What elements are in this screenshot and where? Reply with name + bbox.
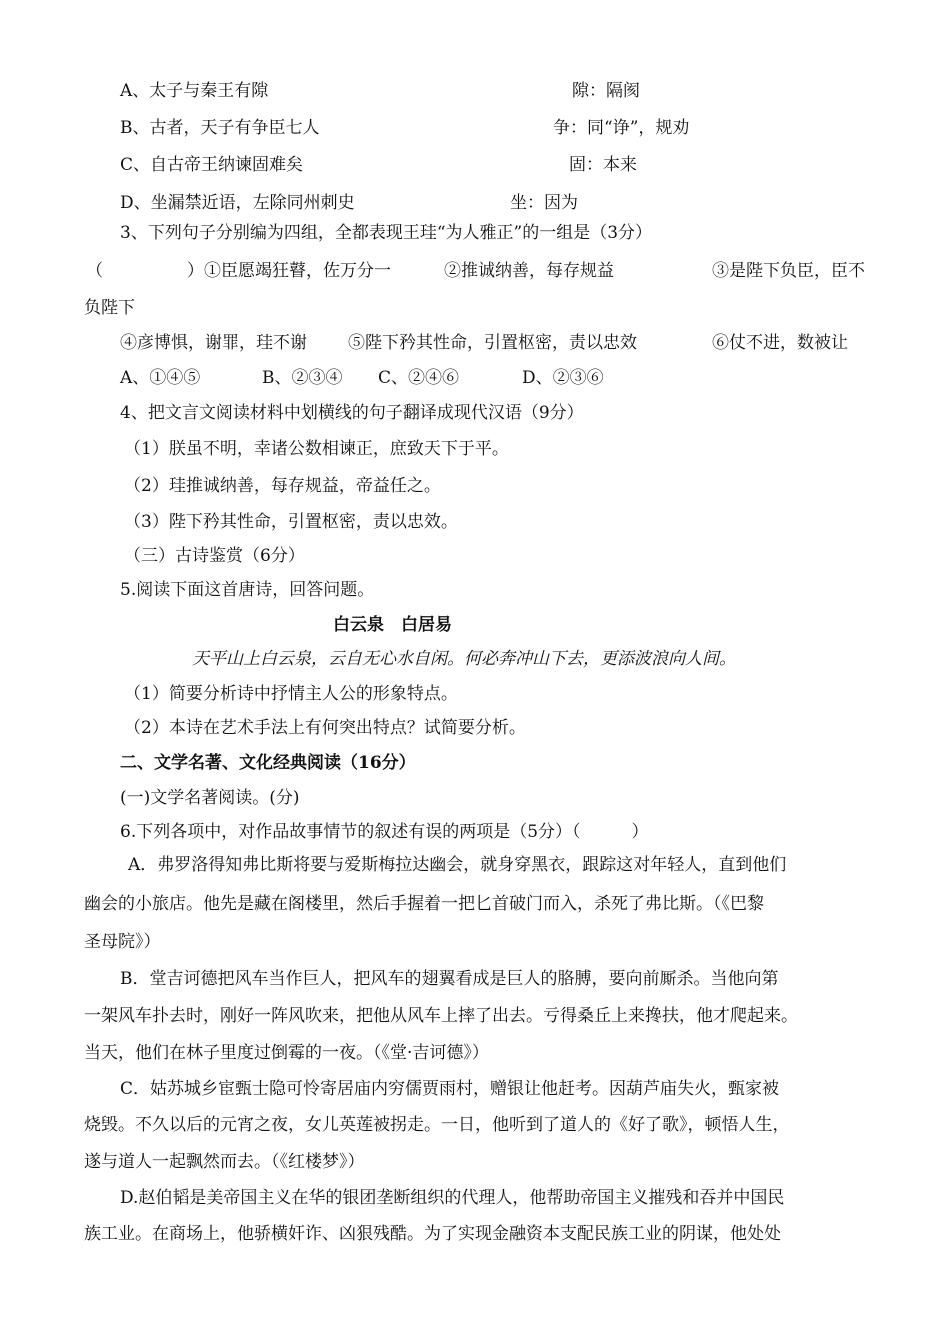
q6-option-a-line-3: 圣母院》）	[84, 932, 161, 952]
q4-item-1: （1）朕虽不明，幸诸公数相谏正，庶致天下于平。	[124, 439, 509, 459]
q2-option-a-text: A、太子与秦王有隙	[120, 81, 269, 101]
q3-item-2: ②推诚纳善，每存规益	[444, 261, 614, 281]
q5-item-1: （1）简要分析诗中抒情主人公的形象特点。	[124, 684, 458, 704]
q2-option-b-gloss: 争：同“诤”，规劝	[553, 118, 690, 138]
q3-choice-b: B、②③④	[262, 368, 343, 388]
q6-option-c-line-3: 遂与道人一起飘然而去。（《红楼梦》）	[84, 1152, 365, 1172]
q3-item-3-cont: 负陛下	[84, 298, 135, 318]
q6-stem: 6.下列各项中，对作品故事情节的叙述有误的两项是（5分）（ ）	[120, 822, 649, 842]
part-2-title: 二、文学名著、文化经典阅读（16分）	[120, 753, 416, 773]
q2-option-d-gloss: 坐：因为	[510, 193, 578, 213]
q6-option-b-line-2: 一架风车扑去时，刚好一阵风吹来，把他从风车上摔了出去。亏得桑丘上来搀扶，他才爬起来。	[84, 1006, 798, 1026]
q3-stem: 3、下列句子分别编为四组，全都表现王珪“为人雅正”的一组是（3分）	[120, 223, 653, 243]
q3-choice-c: C、②④⑥	[378, 368, 460, 388]
q2-option-c: C、自古帝王纳谏固难矣	[120, 155, 304, 175]
q2-option-b: B、古者，天子有争臣七人	[120, 118, 320, 138]
q6-option-d-line-1: D.赵伯韬是美帝国主义在华的银团垄断组织的代理人，他帮助帝国主义摧残和吞并中国民	[120, 1188, 785, 1208]
q5-stem: 5.阅读下面这首唐诗，回答问题。	[120, 580, 375, 600]
q3-choice-d: D、②③⑥	[522, 368, 604, 388]
q3-item-3: ③是陛下负臣，臣不	[712, 261, 865, 281]
q6-option-a-line-1: A．弗罗洛得知弗比斯将要与爱斯梅拉达幽会，就身穿黑衣，跟踪这对年轻人，直到他们	[128, 855, 787, 875]
q3-answer-paren-open: （	[86, 261, 103, 281]
section-3-title: （三）古诗鉴赏（6分）	[124, 546, 305, 566]
q6-option-b-line-1: B．堂吉诃德把风车当作巨人，把风车的翅翼看成是巨人的胳膊，要向前厮杀。当他向第	[120, 969, 779, 989]
q3-item-5: ⑤陛下矜其性命，引置枢密，责以忠效	[348, 333, 637, 353]
q4-stem: 4、把文言文阅读材料中划横线的句子翻译成现代汉语（9分）	[120, 403, 584, 423]
q3-item-6: ⑥仗不进，数被让	[712, 333, 848, 353]
q6-option-c-line-2: 烧毁。不久以后的元宵之夜，女儿英莲被拐走。一日，他听到了道人的《好了歌》，顿悟人生，	[84, 1115, 790, 1135]
q3-item-1: ）①臣愿竭狂瞽，佐万分一	[187, 261, 391, 281]
q2-option-a	[120, 76, 268, 101]
q5-item-2: （2）本诗在艺术手法上有何突出特点？试简要分析。	[124, 718, 526, 738]
q6-option-c-line-1: C．姑苏城乡宦甄士隐可怜寄居庙内穷儒贾雨村，赠银让他赶考。因葫芦庙失火，甄家被	[120, 1079, 780, 1099]
q3-choice-a: A、①④⑤	[120, 368, 201, 388]
subsection-1-title: (一)文学名著阅读。(分)	[120, 788, 300, 808]
q2-option-c-gloss: 固：本来	[569, 155, 637, 175]
poem-text: 天平山上白云泉，云自无心水自闲。何必奔冲山下去，更添波浪向人间。	[192, 649, 736, 669]
q2-option-d: D、坐漏禁近语，左除同州刺史	[120, 193, 355, 213]
q6-option-b-line-3: 当天，他们在林子里度过倒霉的一夜。（《堂·吉诃德》）	[84, 1043, 489, 1063]
q3-item-4: ④彦博惧，谢罪，珪不谢	[120, 333, 307, 353]
q4-item-3: （3）陛下矜其性命，引置枢密，责以忠效。	[124, 512, 458, 532]
poem-title: 白云泉 白居易	[333, 615, 452, 635]
q4-item-2: （2）珪推诚纳善，每存规益，帝益任之。	[124, 476, 441, 496]
q6-option-d-line-2: 族工业。在商场上，他骄横奸诈、凶狠残酷。为了实现金融资本支配民族工业的阴谋，他处处	[84, 1224, 781, 1244]
q2-option-a-gloss: 隙：隔阂	[572, 81, 640, 101]
q6-option-a-line-2: 幽会的小旅店。他先是藏在阁楼里，然后手握着一把匕首破门而入，杀死了弗比斯。（《巴黎	[84, 894, 764, 914]
